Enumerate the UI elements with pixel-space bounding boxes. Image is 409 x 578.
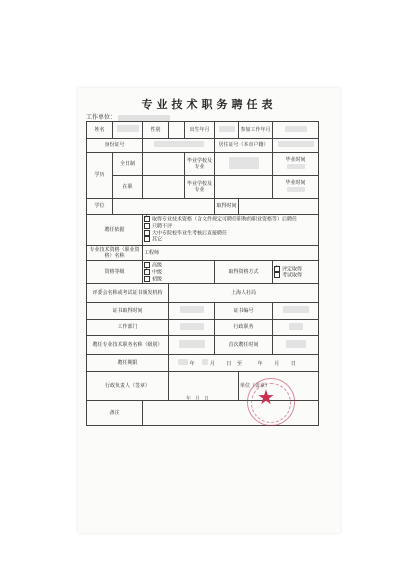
checkbox-icon <box>144 223 150 229</box>
cert-no-value[interactable] <box>273 303 319 320</box>
work-unit-value-redacted <box>118 115 170 121</box>
school-major-2-value[interactable] <box>215 176 273 199</box>
period-day-2: 日 <box>290 360 296 367</box>
row-dept <box>87 319 319 336</box>
row-basis <box>87 214 319 245</box>
method-option-1-label: 考试取得 <box>282 272 303 279</box>
dept-redacted <box>180 323 204 330</box>
period-month-2: 月 <box>274 360 280 367</box>
row-qualification <box>87 245 319 261</box>
birth-label: 出生年月 <box>185 122 215 139</box>
gender-label: 性别 <box>143 122 169 139</box>
cert-time-label: 证书取得时间 <box>87 303 169 320</box>
row-degree <box>87 199 319 215</box>
method-options <box>273 261 319 284</box>
checkbox-icon <box>274 272 280 278</box>
post-name-value[interactable] <box>169 336 215 355</box>
grad-time-2-label: 毕业时间 <box>285 180 306 187</box>
period-day-1: 日 <box>226 360 232 367</box>
method-option-0-label: 评定取得 <box>282 266 303 273</box>
page-title: 专业技术职务聘任表 <box>141 98 277 111</box>
grad-time-1-cell <box>273 153 319 176</box>
row-post <box>87 336 319 355</box>
row-name <box>87 122 319 139</box>
row-review-body <box>87 284 319 303</box>
name-value[interactable] <box>113 122 143 139</box>
id-redacted <box>154 141 204 147</box>
work-start-redacted <box>285 126 307 132</box>
degree-time-value[interactable] <box>239 199 319 215</box>
education-label: 学历 <box>87 153 113 199</box>
first-date-label: 首次聘任时间 <box>215 336 273 355</box>
residence-redacted <box>278 141 314 147</box>
full-time-label: 全日制 <box>113 153 143 176</box>
period-year-2: 年 <box>257 360 263 367</box>
period-value[interactable] <box>169 355 319 372</box>
school-major-2-label: 毕业学校及专业 <box>185 176 215 199</box>
row-id <box>87 138 319 153</box>
basis-label: 聘任依据 <box>87 214 143 245</box>
checkbox-icon <box>144 216 150 222</box>
grad-time-2-cell <box>273 176 319 199</box>
method-option-1[interactable] <box>274 272 317 279</box>
basis-option-0[interactable] <box>144 216 317 223</box>
school-major-1-label: 毕业学校及专业 <box>185 153 215 176</box>
obtain-method-label: 取得资格方式 <box>215 261 273 284</box>
basis-option-2-label: 大中专院校毕业生考核后直接聘任 <box>152 230 228 237</box>
basis-options <box>143 214 319 245</box>
grad-time-1-label: 毕业时间 <box>285 157 306 164</box>
row-edu-inservice <box>87 176 319 199</box>
level-option-2-label: 初级 <box>152 276 163 283</box>
id-value[interactable] <box>143 138 215 153</box>
method-option-0[interactable] <box>274 266 317 273</box>
birth-redacted <box>219 126 235 132</box>
basis-option-1-label: 只聘不评 <box>152 223 173 230</box>
name-redacted <box>117 125 139 132</box>
cert-time-redacted <box>180 306 204 313</box>
degree-time-label: 取得时间 <box>215 199 239 215</box>
level-option-1[interactable] <box>144 269 213 276</box>
residence-value[interactable] <box>273 138 319 153</box>
first-date-value[interactable] <box>273 336 319 355</box>
level-option-0-label: 高级 <box>152 262 163 269</box>
work-start-label: 参加工作年月 <box>239 122 273 139</box>
id-label: 身份证号 <box>87 138 143 153</box>
level-label: 资格等级 <box>87 261 143 284</box>
birth-value[interactable] <box>215 122 239 139</box>
appointment-form-table <box>86 121 319 426</box>
first-date-redacted <box>286 340 306 348</box>
period-to: 至 <box>237 360 243 367</box>
school-1-redacted <box>229 157 259 169</box>
period-start-month-redacted <box>202 359 208 365</box>
row-edu-fulltime <box>87 153 319 176</box>
basis-option-1[interactable] <box>144 223 317 230</box>
full-time-value[interactable] <box>143 153 185 176</box>
grad-time-1-redacted <box>287 164 305 169</box>
row-period <box>87 355 319 372</box>
cert-time-value[interactable] <box>169 303 215 320</box>
admin-post-label: 行政职务 <box>215 319 273 336</box>
signer-label: 行政负责人（签章） <box>87 371 169 400</box>
signature-date-text: 年月日 <box>186 396 214 402</box>
dept-label: 工作部门 <box>87 319 169 336</box>
level-option-0[interactable] <box>144 262 213 269</box>
qualification-label: 专业技术资格（职业资格）名称 <box>87 245 143 261</box>
admin-post-redacted <box>289 323 303 330</box>
checkbox-icon <box>144 230 150 236</box>
school-major-1-value[interactable] <box>215 153 273 176</box>
cert-no-redacted <box>283 306 309 313</box>
level-option-2[interactable] <box>144 276 213 283</box>
degree-label: 学位 <box>87 199 113 215</box>
gender-value[interactable] <box>169 122 185 139</box>
basis-option-3[interactable] <box>144 236 317 243</box>
period-month-1: 月 <box>209 360 215 367</box>
basis-option-2[interactable] <box>144 230 317 237</box>
checkbox-icon <box>144 269 150 275</box>
degree-value[interactable] <box>113 199 215 215</box>
work-unit-label: 工作单位： <box>86 114 117 121</box>
checkbox-icon <box>144 236 150 242</box>
post-name-redacted <box>179 340 205 348</box>
row-cert <box>87 303 319 320</box>
dept-value[interactable] <box>169 319 215 336</box>
checkbox-icon <box>274 266 280 272</box>
level-options <box>143 261 215 284</box>
grad-time-2-redacted <box>287 187 305 192</box>
work-start-value[interactable] <box>273 122 319 139</box>
residence-label: 居住证号（本市户籍） <box>215 138 273 153</box>
level-option-1-label: 中级 <box>152 269 163 276</box>
qualification-value[interactable]: 工程师 <box>143 245 319 261</box>
admin-post-value[interactable] <box>273 319 319 336</box>
checkbox-icon <box>144 276 150 282</box>
post-name-label: 聘任专业技术职务名称（级别） <box>87 336 169 355</box>
row-level <box>87 261 319 284</box>
period-start-year-redacted <box>178 359 188 365</box>
in-service-label: 在职 <box>113 176 143 199</box>
name-label: 姓名 <box>87 122 113 139</box>
stamp-star-icon: ★ <box>257 385 275 409</box>
cert-no-label: 证书编号 <box>215 303 273 320</box>
basis-option-3-label: 其它 <box>152 236 163 243</box>
period-label: 聘任期限 <box>87 355 169 372</box>
basis-option-0-label: 取得专业技术资格（含文件规定可聘任职称的职业资格等）后聘任 <box>152 216 298 223</box>
review-body-label: 评委会名称或考试证书颁发机构 <box>87 284 169 303</box>
in-service-value[interactable] <box>143 176 185 199</box>
review-body-value[interactable]: 上海人社局 <box>169 284 319 303</box>
remarks-label: 备注 <box>87 400 143 425</box>
work-unit-line <box>86 112 170 121</box>
unit-seal-label: 单位（盖章） <box>240 382 271 389</box>
period-year-1: 年 <box>189 360 195 367</box>
